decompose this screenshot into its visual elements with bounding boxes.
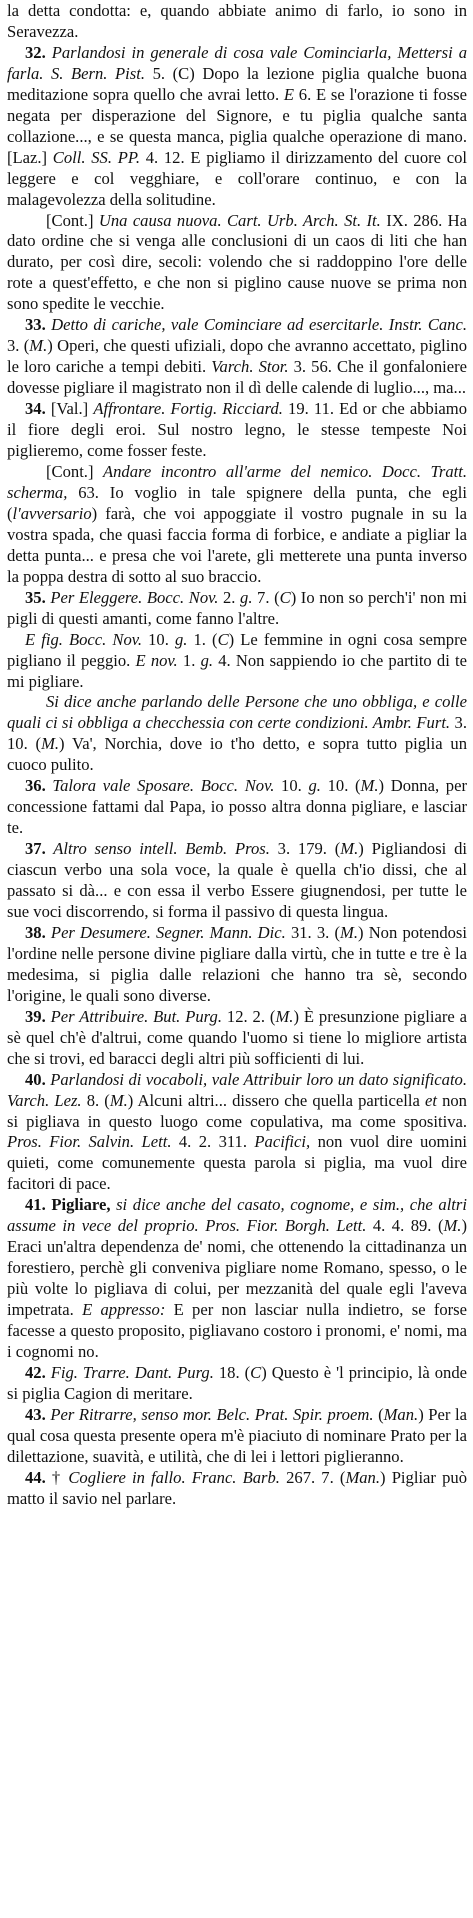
body-text: 10. ( [320, 776, 361, 796]
entry-number: 35. [25, 587, 46, 607]
dictionary-entry-paragraph [7, 1405, 467, 1468]
italic-text: M. [360, 776, 379, 796]
body-text: 267. 7. ( [279, 1467, 346, 1487]
dictionary-entry-paragraph [7, 399, 467, 462]
dictionary-entry-paragraph [7, 1363, 467, 1405]
body-text: 10. [274, 776, 309, 796]
italic-text: Si dice anche parlando delle Persone che uno obbliga, e colle quali ci si obbliga a checchessia con certe condizioni. Ambr. Furt. [7, 692, 467, 733]
italic-text: Andare incontro all'arme del nemico. Docc. Tratt. scherma, [7, 461, 467, 502]
body-text: 4. 12. E pigliamo il dirizzamento del cuore col leggere e col vegghiare, e coll'orare continuo, e con la malagevolezza della solitudine. [7, 147, 468, 209]
entry-number: 33. [25, 315, 46, 335]
italic-text: Per Ritrarre, senso mor. Belc. Prat. Spir. proem. [45, 1404, 374, 1424]
body-text: non si pigliava in questo luogo come copulativa, ma come spositiva. [7, 1090, 467, 1131]
dictionary-entry-paragraph [7, 839, 467, 923]
body-text: 8. ( [81, 1090, 110, 1110]
dictionary-entry-paragraph [7, 43, 467, 211]
italic-text: Fig. Trarre. Dant. Purg. [45, 1362, 214, 1382]
body-text: non vuol dire uomini quieti, come comunemente questa parola si piglia, ma vuol dire facitori di pace. [7, 1132, 467, 1194]
dictionary-entry-paragraph [7, 692, 467, 776]
italic-text: C [217, 629, 229, 649]
body-text: 5. (C) Dopo la lezione piglia qualche buona meditazione sopra quello che avrai letto. [7, 63, 467, 104]
entry-number: 38. [25, 922, 46, 942]
body-text: la detta condotta: e, quando abbiate animo di farlo, io sono in Seravezza. [7, 1, 467, 41]
italic-text: Altro senso intell. Bemb. Pros. [45, 839, 270, 859]
body-text: 4. Non sappiendo io che partito di te mi pigliare. [7, 650, 467, 691]
body-text: ) Va', Norchia, dove io t'ho detto, e sopra tutto piglia un cuoco pulito. [7, 734, 467, 775]
body-text: 3. ( [7, 336, 30, 356]
dictionary-entry-paragraph [7, 588, 467, 630]
body-text: ) Per la qual cosa questa presente opera m'è piaciuto di nominare Prato per la dilettazione, suavità, e utilità, che di lei i lettori piglieranno. [7, 1404, 467, 1466]
dictionary-entry-paragraph [7, 923, 467, 1007]
entry-number: 39. [25, 1006, 46, 1026]
body-text: ) Operi, che questi ufiziali, dopo che avranno accettato, piglino le loro cariche a tempi debiti. [7, 336, 467, 377]
body-text: † [45, 1467, 69, 1487]
italic-text: E fig. Bocc. Nov. [25, 629, 143, 649]
dictionary-entry-paragraph [7, 776, 467, 839]
body-text: 2. [218, 587, 241, 607]
italic-text: Una causa nuova. Cart. Urb. Arch. St. It. [98, 210, 381, 230]
body-text: ) Questo è 'l principio, là onde si piglia Cagion di meritare. [7, 1362, 467, 1403]
body-text: 18. ( [213, 1362, 251, 1382]
entry-number: 34. [25, 399, 46, 419]
italic-text: g. [308, 776, 321, 796]
body-text: 1. [177, 650, 201, 670]
italic-text: C [250, 1362, 262, 1382]
body-text: 7. ( [252, 587, 280, 607]
body-text: ) Donna, per concessione fattami dal Papa, io posso altra donna pigliare, e lasciar te. [7, 776, 467, 838]
italic-text: Pacifici, [254, 1132, 311, 1152]
dictionary-entry-paragraph [7, 1468, 467, 1510]
body-text: ) Non potendosi l'ordine nelle persone divine pigliare dalla virtù, che in tutte e tre è la medesima, si piglia dalle relazioni che hanno tra sè, secondo l'origine, le quali sono diverse. [7, 922, 467, 1005]
italic-text: Per Attribuire. But. Purg. [45, 1006, 222, 1026]
italic-text: Varch. Stor. [211, 357, 289, 377]
body-text: ) farà, che voi appoggiate il vostro pugnale in su la vostra spada, che quasi faccia forma di forbice, e andiate a pigliar la detta punta... e presa che voi l'arete, gli metterete una punta inverso la poppa destra di sotto al suo braccio. [7, 503, 467, 586]
body-text: 3. 179. ( [269, 839, 341, 859]
dictionary-entry-paragraph [7, 1007, 467, 1070]
italic-text: si dice anche del casato, cognome, e sim., che altri assume in vece del proprio. Pros. Fior. Borgh. Lett. [7, 1195, 467, 1236]
italic-text: l'avversario [12, 503, 92, 523]
italic-text: E [283, 84, 295, 104]
italic-text: M. [109, 1090, 128, 1110]
entry-number: 41. [25, 1195, 46, 1215]
italic-text: M. [29, 336, 48, 356]
italic-text: g. [240, 587, 253, 607]
italic-text: g. [200, 650, 214, 670]
italic-text: Per Desumere. Segner. Mann. Dic. [45, 922, 286, 942]
body-text: 10. [142, 629, 175, 649]
body-text: [Cont.] [46, 210, 99, 230]
italic-text: E nov. [135, 650, 178, 670]
entry-number: 43. [25, 1404, 46, 1424]
body-text: ) Eraci un'altra dependenza de' nomi, che ottenendo la cittadinanza un forestiero, perchè gli conveniva pigliare nome Romano, spesso, o le più volte lo pigliava di colui, per mezzanità del quale egli l'aveva impetrata. [7, 1216, 467, 1320]
italic-text: Parlandosi di vocaboli, vale Attribuir loro un dato significato. Varch. Lez. [7, 1069, 467, 1110]
italic-text: Cogliere in fallo. Franc. Barb. [68, 1467, 280, 1487]
entry-number: 44. [25, 1467, 46, 1487]
italic-text: E appresso: [82, 1300, 166, 1320]
body-text: ) Pigliandosi di ciascun verbo una sola voce, la quale è quella ch'io dissi, che al passato si dà... e con essa il verbo Essere giugnendosi, per tutte le sue voci discorrendo, si forma il passivo di questa lingua. [7, 839, 467, 921]
body-text: 31. 3. ( [285, 922, 341, 942]
italic-text: Coll. SS. PP. [52, 147, 140, 167]
italic-text: M. [443, 1216, 462, 1236]
body-text: IX. 286. Ha dato ordine che si venga alle conclusioni di un caos di liti che han durato, per così dire, secoli: volendo che si raddoppino l'ore delle rote a quest'effetto, e che non si piglino cause nuove se prima non sono spedite le vecchie. [7, 210, 467, 314]
body-text: 3. 56. Che il gonfaloniere dovesse pigliare il magistrato non il dì delle calende di luglio..., ma... [7, 357, 467, 398]
body-text: 63. Io voglio in tale spignere della punta, che egli ( [7, 482, 467, 523]
entry-number: Pigliare, [51, 1195, 111, 1215]
entry-number: 37. [25, 839, 46, 859]
body-text: E per non lasciar nulla indietro, se forse facesse a questo proposito, pigliavano costoro i pronomi, e' nomi, ma i cognomi no. [7, 1300, 468, 1361]
italic-text: Pros. Fior. Salvin. Lett. [7, 1132, 172, 1152]
dictionary-entry-paragraph [7, 630, 467, 693]
italic-text: Detto di cariche, vale Cominciare ad esercitarle. Instr. Canc. [45, 315, 467, 335]
italic-text: Parlandosi in generale di cosa vale Cominciarla, Mettersi a farla. S. Bern. Pist. [7, 42, 467, 83]
body-text: 4. 2. 311. [171, 1132, 255, 1152]
body-text: ) Le femmine in ogni cosa sempre pigliano il peggio. [7, 629, 467, 670]
italic-text: M. [41, 734, 60, 754]
body-text: 6. E se l'orazione ti fosse negata per disperazione del Signore, e tu piglia qualche santa collazione..., e se questa manca, piglia qualche operazione di mano. [Laz.] [7, 84, 467, 167]
body-text: 1. ( [187, 629, 218, 649]
italic-text: M. [340, 922, 358, 942]
body-text: [Val.] [45, 399, 94, 419]
italic-text: M. [275, 1006, 294, 1026]
body-text: ) Alcuni altri... dissero che quella particella [127, 1090, 425, 1110]
italic-text: Talora vale Sposare. Bocc. Nov. [45, 776, 275, 796]
italic-text: Man. [383, 1404, 419, 1424]
dictionary-entry-paragraph [7, 315, 467, 399]
italic-text: Per Eleggere. Bocc. Nov. [45, 587, 219, 607]
body-text: 3. 10. ( [7, 713, 467, 754]
body-text: ( [373, 1404, 384, 1424]
italic-text: Man. [345, 1467, 381, 1487]
body-text: ) Io non so perch'i' non mi pigli di questi amanti, come fanno l'altre. [7, 587, 467, 628]
dictionary-entry-paragraph [7, 1, 467, 43]
body-text: ) È presunzione pigliare a sè quel ch'è d'altrui, come quando l'uomo si tiene lo migliore artista che si trovi, ed baracci degli altri più sofficienti di lui. [7, 1006, 467, 1068]
dictionary-entry-paragraph [7, 462, 467, 588]
body-text: 4. 4. 89. ( [366, 1216, 444, 1236]
italic-text: et [424, 1090, 437, 1110]
entry-number: 42. [25, 1362, 46, 1382]
body-text: 19. 11. Ed or che abbiamo il fiore degli eroi. Sul nostro legno, le stesse tempeste Noi piglieremo, come fosser feste. [7, 399, 467, 461]
entry-number: 32. [25, 42, 46, 62]
italic-text: M. [340, 839, 359, 859]
entry-number: 40. [25, 1069, 46, 1089]
dictionary-entry-paragraph [7, 1195, 467, 1363]
body-text: [Cont.] [46, 461, 103, 481]
italic-text: Affrontare. Fortig. Ricciard. [93, 399, 283, 419]
italic-text: C [279, 587, 291, 607]
italic-text: g. [174, 629, 188, 649]
body-text: 12. 2. ( [221, 1006, 276, 1026]
dictionary-entry-paragraph [7, 1070, 467, 1196]
entry-number: 36. [25, 776, 46, 796]
body-text: ) Pigliar può matto il savio nel parlare. [7, 1467, 467, 1508]
dictionary-entry-paragraph [7, 211, 467, 316]
